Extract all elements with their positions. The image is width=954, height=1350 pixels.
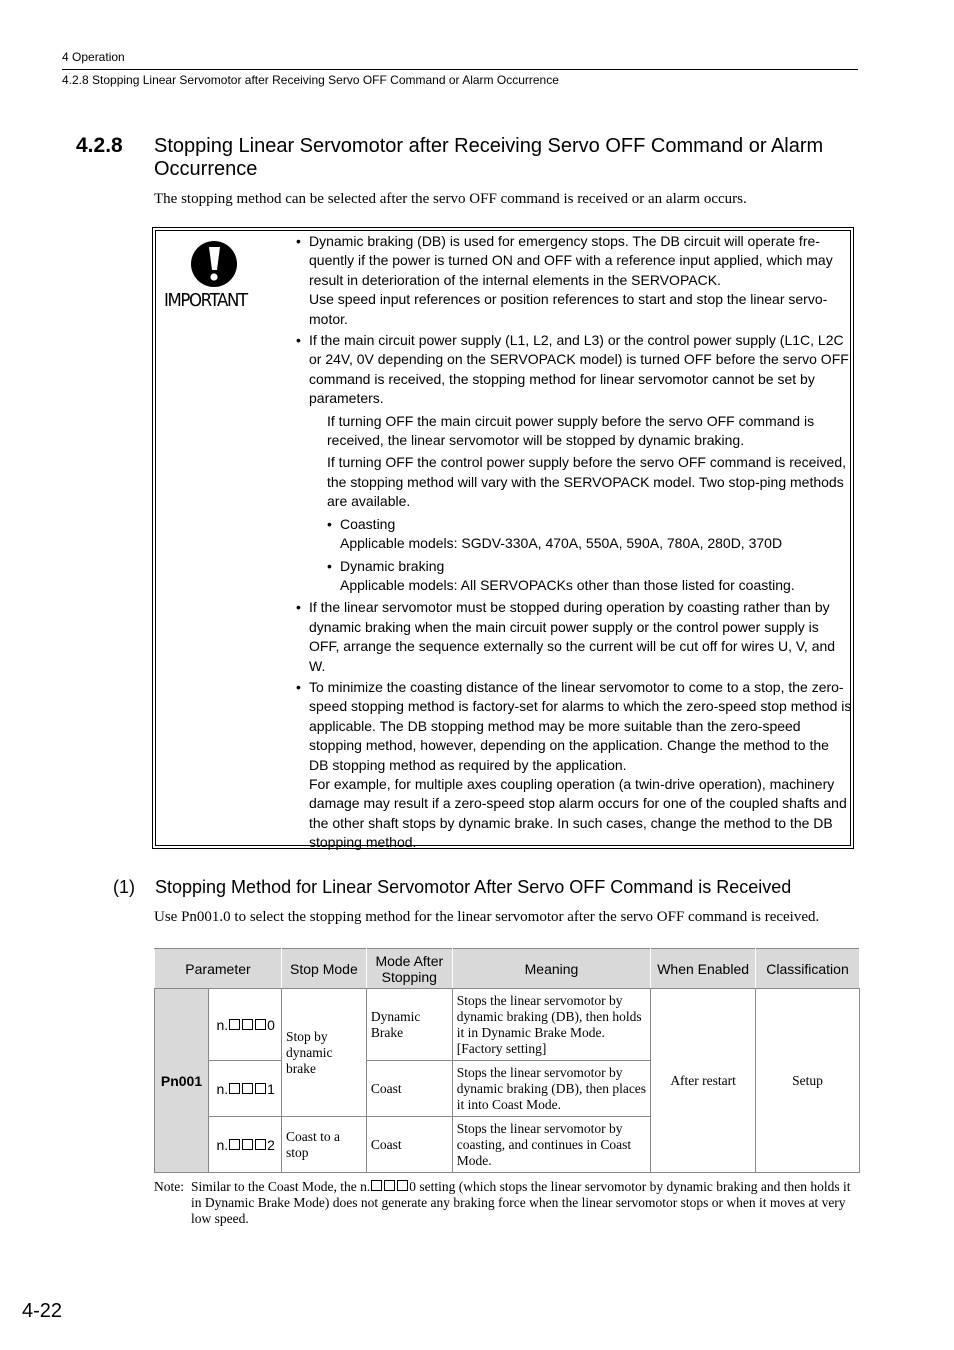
running-header-chapter: 4 Operation bbox=[62, 50, 125, 64]
page-number: 4-22 bbox=[22, 1300, 63, 1322]
section-title: Stopping Linear Servomotor after Receiving Servo OFF Command or Alarm Occurrence bbox=[154, 135, 824, 180]
note-text bbox=[191, 1179, 858, 1227]
important-bullet-3 bbox=[296, 598, 852, 676]
digit-box-icon bbox=[371, 1180, 382, 1191]
important-bullet-1 bbox=[296, 232, 852, 329]
setting-value bbox=[208, 1061, 281, 1117]
digit-box-icon bbox=[242, 1083, 253, 1094]
value-prefix: n. bbox=[216, 1080, 229, 1097]
note-text-a: Similar to the Coast Mode, the n. bbox=[191, 1179, 371, 1194]
digit-box-icon bbox=[242, 1019, 253, 1030]
mode-after-cell: Coast bbox=[366, 1117, 452, 1173]
digit-box-icon bbox=[255, 1139, 266, 1150]
digit-box-icon bbox=[255, 1083, 266, 1094]
value-prefix: n. bbox=[216, 1136, 229, 1153]
mode-after-cell: Coast bbox=[366, 1061, 452, 1117]
digit-box-icon bbox=[384, 1180, 395, 1191]
dynamic-braking-item bbox=[327, 557, 852, 596]
digit-box-icon bbox=[255, 1019, 266, 1030]
coasting-item bbox=[327, 515, 852, 554]
header-classification: Classification bbox=[756, 949, 860, 989]
table-row bbox=[155, 989, 860, 1061]
setting-value bbox=[208, 989, 281, 1061]
value-prefix: n. bbox=[216, 1016, 229, 1033]
subsection-title: Stopping Method for Linear Servomotor After Servo OFF Command is Received bbox=[155, 877, 792, 897]
header-when-enabled: When Enabled bbox=[651, 949, 756, 989]
stop-mode-cell: Coast to a stop bbox=[281, 1117, 366, 1173]
mode-after-cell: Dynamic Brake bbox=[366, 989, 452, 1061]
important-bullet-4 bbox=[296, 678, 852, 853]
digit-box-icon bbox=[229, 1139, 240, 1150]
setting-value bbox=[208, 1117, 281, 1173]
classification-cell: Setup bbox=[756, 989, 860, 1173]
subsection-number: (1) bbox=[113, 877, 135, 897]
dynamic-braking-label: • Dynamic braking bbox=[340, 557, 445, 574]
table-note bbox=[154, 1179, 858, 1227]
note-digit: 0 bbox=[409, 1179, 416, 1194]
important-bullet-1-text-b: Use speed input references or position references to start and stop the linear servo-motor. bbox=[309, 291, 828, 327]
coasting-label: • Coasting bbox=[340, 515, 396, 532]
digit-box-icon bbox=[229, 1019, 240, 1030]
important-bullet-2-text: • If the main circuit power supply (L1, L2, and L3) or the control power supply (L1C, L2C or 24V, 0V depending on the SERVOPACK model) is turned OFF before the servo OFF command is received, the stopping method for linear servomotor cannot be set by parameters. bbox=[309, 332, 849, 407]
digit-box-icon bbox=[397, 1180, 408, 1191]
meaning-cell: Stops the linear servomotor by dynamic braking (DB), then holds it in Dynamic Brake Mode. [Factory setting] bbox=[452, 989, 650, 1061]
parameter-table bbox=[154, 948, 860, 1173]
running-header-section: 4.2.8 Stopping Linear Servomotor after Receiving Servo OFF Command or Alarm Occurrence bbox=[62, 73, 559, 87]
important-bullet-3-text: • If the linear servomotor must be stopped during operation by coasting rather than by dynamic braking when the main circuit power supply or the control power supply is OFF, arrange the sequence externally so the current will be cut off for wires U, V, and W. bbox=[309, 599, 836, 674]
subsection-intro: Use Pn001.0 to select the stopping method for the linear servomotor after the servo OFF command is received. bbox=[154, 909, 820, 925]
important-content bbox=[296, 232, 852, 855]
note-label: Note: bbox=[154, 1179, 184, 1194]
note-text-b: setting (which stops the linear servomotor by dynamic braking and then holds it in Dynamic Brake Mode) does not generate any braking force when the linear servomotor stops or when it moves at very low speed. bbox=[191, 1179, 851, 1226]
important-bullet-4-text: • To minimize the coasting distance of the linear servomotor to come to a stop, the zero-speed stopping method is factory-set for alarms to which the zero-speed stop method is applicable. The DB stopping method may be more suitable than the zero-speed stopping method, however, depending on the application. Change the method to the DB stopping method as required by the application. bbox=[309, 678, 852, 773]
important-label: IMPORTANT bbox=[164, 290, 247, 311]
dynamic-braking-models: Applicable models: All SERVOPACKs other than those listed for coasting. bbox=[340, 576, 795, 593]
when-enabled-cell: After restart bbox=[651, 989, 756, 1173]
important-bullet-2-sub-1: If turning OFF the main circuit power supply before the servo OFF command is received, the linear servomotor will be stopped by dynamic braking. bbox=[327, 412, 815, 449]
important-bullet-2-sub-2: If turning OFF the control power supply before the servo OFF command is received, the stopping method will vary with the SERVOPACK model. Two stop-ping methods are available. bbox=[327, 454, 846, 510]
setting-digit: 0 bbox=[267, 1016, 275, 1033]
section-intro: The stopping method can be selected after the servo OFF command is received or an alarm occurs. bbox=[154, 191, 747, 207]
important-bullet-4-text-b: For example, for multiple axes coupling operation (a twin-drive operation), machinery damage may result if a zero-speed stop alarm occurs for one of the coupled shafts and the other shaft stops by dynamic brake. In such cases, change the method to the DB stopping method. bbox=[309, 775, 847, 851]
header-mode-after-stopping: Mode After Stopping bbox=[366, 949, 452, 989]
important-bullet-1-text: • Dynamic braking (DB) is used for emergency stops. The DB circuit will operate fre-quently if the power is turned ON and OFF with a reference input applied, which may result in deterioration of the internal elements in the SERVOPACK. bbox=[309, 233, 833, 288]
important-icon bbox=[160, 238, 260, 318]
important-bullet-2 bbox=[296, 331, 852, 409]
meaning-cell: Stops the linear servomotor by dynamic braking (DB), then places it into Coast Mode. bbox=[452, 1061, 650, 1117]
digit-box-icon bbox=[242, 1139, 253, 1150]
header-meaning: Meaning bbox=[452, 949, 650, 989]
header-parameter: Parameter bbox=[155, 949, 282, 989]
setting-digit: 2 bbox=[267, 1136, 275, 1153]
header-rule bbox=[62, 69, 858, 70]
meaning-cell: Stops the linear servomotor by coasting, and continues in Coast Mode. bbox=[452, 1117, 650, 1173]
setting-digit: 1 bbox=[267, 1080, 275, 1097]
header-stop-mode: Stop Mode bbox=[281, 949, 366, 989]
parameter-number: Pn001 bbox=[155, 989, 209, 1173]
section-number: 4.2.8 bbox=[76, 134, 123, 157]
table-header-row bbox=[155, 949, 860, 989]
digit-box-icon bbox=[229, 1083, 240, 1094]
stop-mode-cell: Stop by dynamic brake bbox=[281, 989, 366, 1117]
coasting-models: Applicable models: SGDV-330A, 470A, 550A, 590A, 780A, 280D, 370D bbox=[340, 535, 783, 552]
